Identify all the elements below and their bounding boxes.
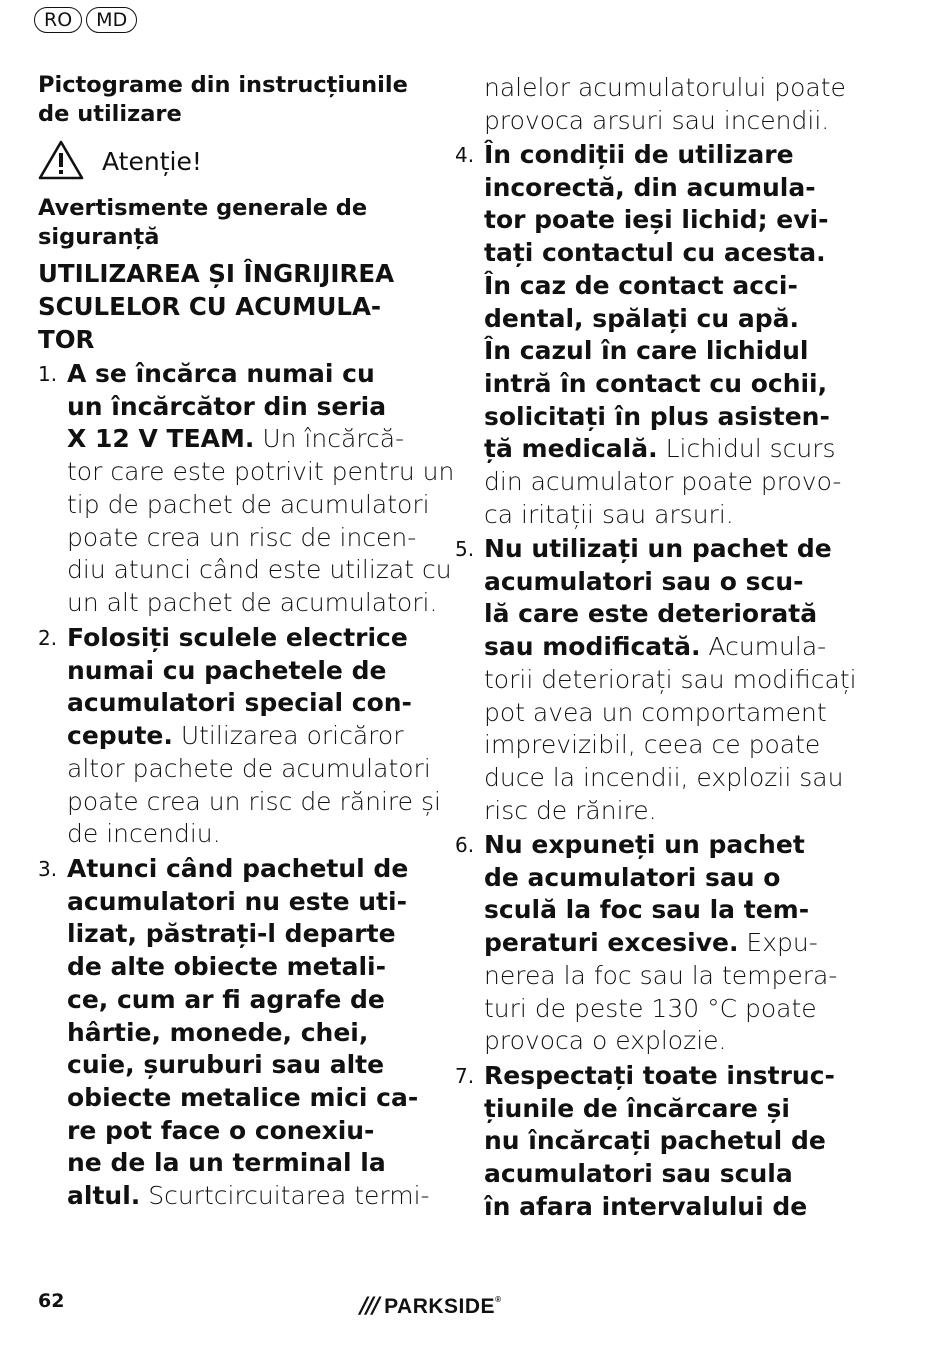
text-line bbox=[484, 533, 857, 566]
text-line bbox=[67, 622, 441, 655]
text-line bbox=[484, 894, 837, 927]
text-line bbox=[67, 818, 441, 851]
text-line bbox=[67, 522, 454, 555]
item-text bbox=[484, 139, 841, 531]
item-text bbox=[67, 358, 454, 620]
logo-wordmark: PARKSIDE bbox=[384, 1294, 496, 1318]
bold-text-run: În caz de contact acci- bbox=[484, 270, 798, 300]
bold-text-run: intră în contact cu ochii, bbox=[484, 368, 828, 398]
item-number: 5. bbox=[455, 537, 475, 561]
bold-text-run: obiecte metalice mici ca- bbox=[67, 1082, 419, 1112]
bold-text-run: A se încărca numai cu bbox=[67, 359, 375, 388]
text-line bbox=[67, 1049, 430, 1082]
bold-text-run: Respectați toate instruc- bbox=[484, 1061, 835, 1090]
text-line bbox=[484, 697, 857, 730]
text-run: imprevizibil, ceea ce poate bbox=[484, 730, 821, 760]
text-line bbox=[67, 489, 454, 522]
safety-item bbox=[38, 358, 454, 620]
bold-text-run: Atunci când pachetul de bbox=[67, 854, 409, 883]
language-badge-md: MD bbox=[86, 7, 137, 33]
warning-label: Atenție! bbox=[102, 147, 202, 176]
general-title-line: Avertismente generale de bbox=[38, 195, 368, 221]
item-text bbox=[484, 533, 857, 827]
text-line bbox=[67, 720, 441, 753]
bold-text-run: un încărcător din seria bbox=[67, 391, 387, 421]
battery-tools-heading bbox=[38, 257, 394, 356]
item-number: 4. bbox=[455, 143, 475, 167]
text-line bbox=[67, 984, 430, 1017]
text-line bbox=[67, 853, 430, 886]
general-title-line: siguranță bbox=[38, 224, 160, 250]
text-run: risc de rănire. bbox=[484, 795, 657, 825]
text-line bbox=[484, 172, 841, 205]
text-run: provoca arsuri sau incendii. bbox=[484, 105, 830, 135]
text-line bbox=[484, 762, 857, 795]
text-run: provoca o explozie. bbox=[484, 1026, 727, 1056]
text-line bbox=[67, 391, 454, 424]
text-line bbox=[67, 753, 441, 786]
text-line bbox=[67, 554, 454, 587]
text-line bbox=[67, 1147, 430, 1180]
text-run: diu atunci când este utilizat cu bbox=[67, 555, 452, 585]
item-text bbox=[67, 853, 430, 1213]
bold-text-run: X 12 V TEAM. bbox=[67, 424, 255, 454]
text-line bbox=[484, 829, 837, 862]
text-line bbox=[484, 1191, 835, 1224]
bold-text-run: dental, spălați cu apă. bbox=[484, 303, 800, 333]
text-run: ca iritații sau arsuri. bbox=[484, 499, 734, 529]
text-line bbox=[67, 1115, 430, 1148]
text-run: de incendiu. bbox=[67, 819, 221, 849]
bold-text-run: lizat, păstrați-l departe bbox=[67, 919, 396, 949]
text-run: Scurtcircuitarea termi- bbox=[140, 1181, 430, 1211]
heading-line: UTILIZAREA ȘI ÎNGRIJIREA bbox=[38, 259, 395, 288]
bold-text-run: de alte obiecte metali- bbox=[67, 952, 386, 982]
text-run: Acumula- bbox=[700, 632, 827, 662]
page-number: 62 bbox=[38, 1290, 65, 1312]
bold-text-run: ne de la un terminal la bbox=[67, 1148, 386, 1178]
bold-text-run: de acumulatori sau o bbox=[484, 862, 781, 892]
text-line bbox=[67, 1082, 430, 1115]
bold-text-run: tați contactul cu acesta. bbox=[484, 238, 826, 268]
parkside-logo bbox=[360, 1294, 501, 1319]
text-run: torii deteriorați sau modificați bbox=[484, 664, 857, 694]
bold-text-run: cepute. bbox=[67, 721, 173, 751]
continuation-paragraph bbox=[484, 72, 846, 137]
bold-text-run: nu încărcați pachetul de bbox=[484, 1126, 826, 1156]
item-number: 2. bbox=[38, 626, 58, 650]
text-line bbox=[67, 358, 454, 391]
bold-text-run: acumulatori special con- bbox=[67, 688, 412, 718]
text-line bbox=[484, 466, 841, 499]
bold-text-run: ță medicală. bbox=[484, 434, 658, 464]
bold-text-run: solicitați în plus asisten- bbox=[484, 401, 830, 431]
bold-text-run: peraturi excesive. bbox=[484, 928, 739, 958]
logo-text bbox=[384, 1295, 501, 1319]
warning-row bbox=[38, 140, 202, 184]
text-run: Expu- bbox=[738, 928, 818, 958]
text-line bbox=[484, 368, 841, 401]
bold-text-run: În cazul în care lichidul bbox=[484, 336, 809, 366]
text-line bbox=[484, 598, 857, 631]
bold-text-run: acumulatori sau scula bbox=[484, 1159, 793, 1189]
text-line bbox=[484, 664, 857, 697]
text-line bbox=[484, 105, 846, 138]
pictogram-section-title bbox=[38, 71, 408, 129]
item-number: 7. bbox=[455, 1064, 475, 1088]
text-line bbox=[484, 303, 841, 336]
text-line bbox=[484, 862, 837, 895]
text-line bbox=[484, 1060, 835, 1093]
item-number: 6. bbox=[455, 833, 475, 857]
text-run: duce la incendii, explozii sau bbox=[484, 762, 844, 792]
text-line bbox=[67, 918, 430, 951]
bold-text-run: hârtie, monede, chei, bbox=[67, 1017, 369, 1047]
text-line bbox=[67, 951, 430, 984]
item-number: 3. bbox=[38, 857, 58, 881]
item-number: 1. bbox=[38, 362, 58, 386]
text-line bbox=[484, 204, 841, 237]
text-line bbox=[67, 655, 441, 688]
text-line bbox=[484, 1158, 835, 1191]
bold-text-run: cuie, șuruburi sau alte bbox=[67, 1050, 385, 1080]
text-line bbox=[484, 1125, 835, 1158]
text-run: poate crea un risc de incen- bbox=[67, 522, 417, 552]
safety-item bbox=[38, 853, 430, 1213]
text-run: pot avea un comportament bbox=[484, 697, 827, 727]
bold-text-run: țiunile de încărcare și bbox=[484, 1093, 790, 1123]
logo-registered-mark: ® bbox=[495, 1294, 502, 1304]
text-run: tip de pachet de acumulatori bbox=[67, 489, 430, 519]
text-line bbox=[67, 423, 454, 456]
pictogram-title-line: de utilizare bbox=[38, 101, 182, 127]
bold-text-run: sau modificată. bbox=[484, 632, 701, 662]
text-line bbox=[67, 886, 430, 919]
bold-text-run: tor poate ieși lichid; evi- bbox=[484, 205, 829, 235]
bold-text-run: re pot face o conexiu- bbox=[67, 1115, 375, 1145]
text-line bbox=[67, 1017, 430, 1050]
pictogram-title-line: Pictograme din instrucțiunile bbox=[38, 72, 408, 98]
text-line bbox=[67, 456, 454, 489]
language-badges bbox=[34, 7, 137, 33]
text-line bbox=[484, 993, 837, 1026]
general-warnings-title bbox=[38, 194, 367, 252]
bold-text-run: altul. bbox=[67, 1181, 141, 1211]
text-line bbox=[484, 729, 857, 762]
item-text bbox=[484, 829, 837, 1058]
text-run: Lichidul scurs bbox=[657, 434, 836, 464]
text-line bbox=[484, 960, 837, 993]
logo-slashes: /// bbox=[360, 1294, 379, 1319]
text-line bbox=[484, 401, 841, 434]
bold-text-run: ce, cum ar fi agrafe de bbox=[67, 984, 385, 1014]
safety-item bbox=[455, 1060, 835, 1224]
text-line bbox=[484, 139, 841, 172]
text-run: un alt pachet de acumulatori. bbox=[67, 587, 438, 617]
text-line bbox=[484, 1025, 837, 1058]
text-line bbox=[484, 237, 841, 270]
bold-text-run: lă care este deteriorată bbox=[484, 599, 818, 629]
text-line bbox=[484, 433, 841, 466]
bold-text-run: În condiții de utilizare bbox=[484, 140, 794, 169]
safety-item bbox=[455, 533, 857, 827]
bold-text-run: în afara intervalului de bbox=[484, 1191, 808, 1221]
heading-line: TOR bbox=[38, 325, 95, 354]
bold-text-run: Folosiți sculele electrice bbox=[67, 623, 408, 652]
text-run: altor pachete de acumulatori bbox=[67, 753, 431, 783]
text-run: poate crea un risc de rănire și bbox=[67, 786, 441, 816]
text-line bbox=[67, 1180, 430, 1213]
text-run: din acumulator poate provo- bbox=[484, 467, 842, 497]
bold-text-run: incorectă, din acumula- bbox=[484, 172, 816, 202]
text-line bbox=[484, 795, 857, 828]
text-line bbox=[67, 687, 441, 720]
safety-item bbox=[38, 622, 441, 851]
text-run: turi de peste 130 °C poate bbox=[484, 993, 817, 1023]
text-line bbox=[484, 335, 841, 368]
bold-text-run: sculă la foc sau la tem- bbox=[484, 895, 810, 925]
heading-line: SCULELOR CU ACUMULA- bbox=[38, 292, 382, 321]
bold-text-run: acumulatori sau o scu- bbox=[484, 566, 804, 596]
text-run: tor care este potrivit pentru un bbox=[67, 457, 455, 487]
language-badge-ro: RO bbox=[34, 7, 82, 33]
text-line bbox=[67, 587, 454, 620]
safety-item bbox=[455, 829, 837, 1058]
text-line bbox=[484, 499, 841, 532]
text-line bbox=[484, 270, 841, 303]
text-line bbox=[484, 1093, 835, 1126]
text-line bbox=[484, 927, 837, 960]
item-text bbox=[67, 622, 441, 851]
warning-triangle-icon bbox=[38, 140, 84, 184]
bold-text-run: acumulatori nu este uti- bbox=[67, 886, 407, 916]
item-text bbox=[484, 1060, 835, 1224]
bold-text-run: Nu utilizați un pachet de bbox=[484, 534, 832, 563]
bold-text-run: Nu expuneți un pachet bbox=[484, 830, 805, 859]
bold-text-run: numai cu pachetele de bbox=[67, 655, 387, 685]
text-run: nalelor acumulatorului poate bbox=[484, 73, 846, 102]
text-line bbox=[484, 72, 846, 105]
text-run: Utilizarea oricăror bbox=[172, 721, 404, 751]
text-line bbox=[484, 566, 857, 599]
text-line bbox=[67, 786, 441, 819]
text-run: nerea la foc sau la tempera- bbox=[484, 960, 838, 990]
safety-item bbox=[455, 139, 841, 531]
text-line bbox=[484, 631, 857, 664]
text-run: Un încărcă- bbox=[254, 424, 405, 454]
